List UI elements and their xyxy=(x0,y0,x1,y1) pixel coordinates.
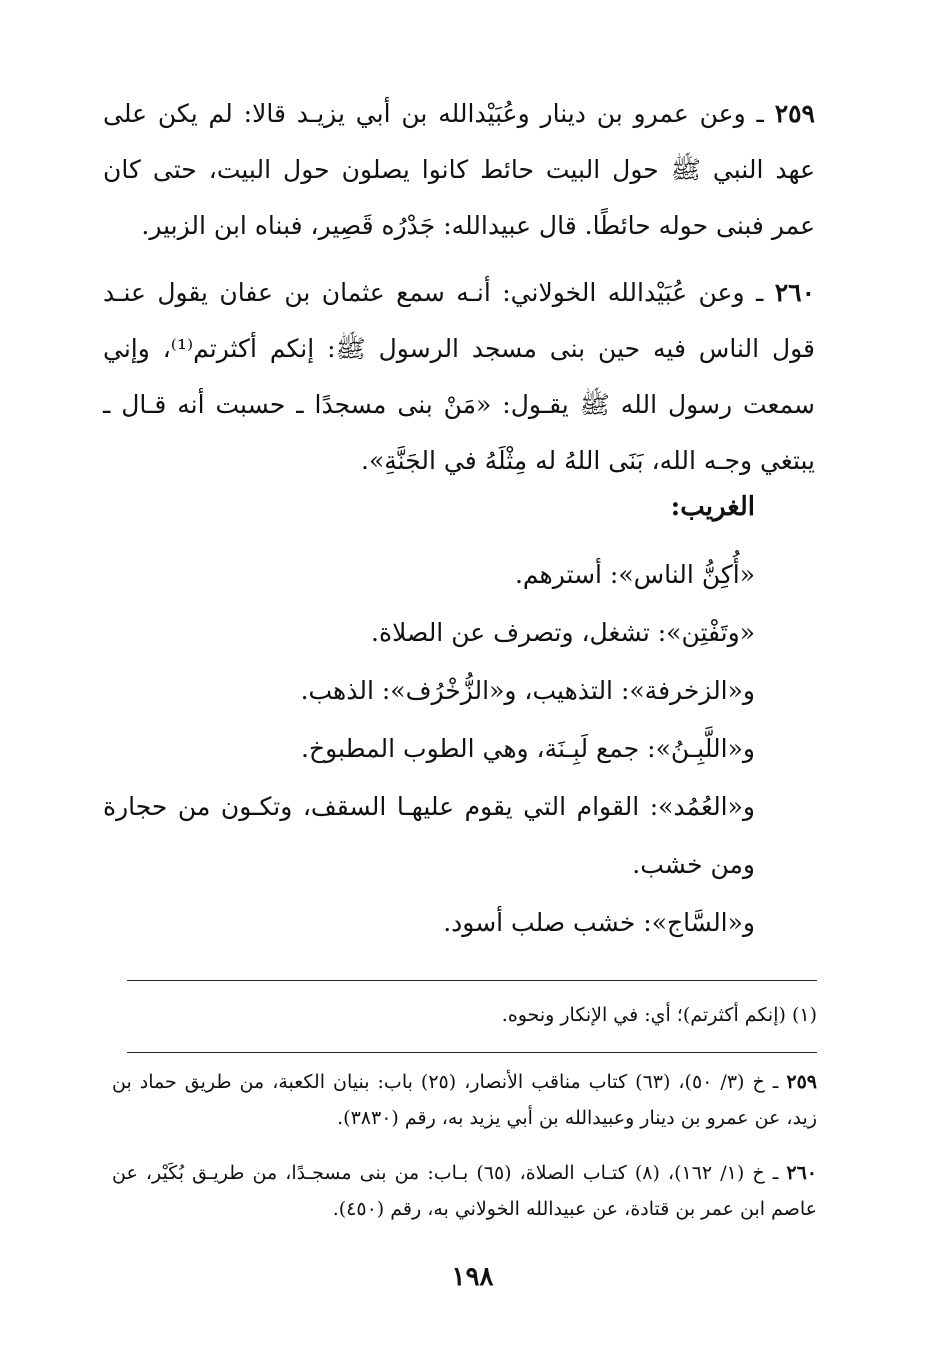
gharib-item: و«اللَّبِـنُ»: جمع لَبِـنَة، وهي الطوب المطبوخ. xyxy=(301,734,755,763)
hadith-number: ٢٦٠ xyxy=(774,278,816,307)
footnote-marker: (١) xyxy=(791,1004,817,1026)
gharib-item: «أُكِنُّ الناس»: أسترهم. xyxy=(514,560,755,589)
gharib-item: و«السَّاج»: خشب صلب أسود. xyxy=(443,908,755,937)
gharib-item: «وتَفْتِن»: تشغل، وتصرف عن الصلاة. xyxy=(371,618,755,647)
takhrij-number: ٢٥٩ xyxy=(786,1071,817,1093)
gharib-list xyxy=(103,546,755,952)
takhrij-text: ـ خ (١/ ١٦٢)، (٨) كتـاب الصلاة، (٦٥) بـاب: من بنى مسجـدًا، من طريـق بُكَيْر، عن عاصم ابن عمر بن قتادة، عن عبيدالله الخولاني به، رقم (٤٥٠). xyxy=(112,1162,817,1220)
hadith-text: ـ وعن عمرو بن دينار وعُبَيْدالله بن أبي يزيـد قالا: لم يكن على عهد النبي ﷺ حول البيت حائط كانوا يصلون حول البيت، حتى كان عمر فبنى حوله حائطًا. قال عبيدالله: جَدْرُه قَصِير، فبناه ابن الزبير. xyxy=(103,99,815,240)
hadith-text: ـ وعن عُبَيْدالله الخولاني: أنـه سمع عثمان بن عفان يقول عنـد قول الناس فيه حين بنى مسجد الرسول ﷺ: إنكم أكثرتم⁽¹⁾، وإني سمعت رسول الله ﷺ يقـول: «مَنْ بنى مسجدًا ـ حسبت أنه قـال ـ يبتغي وجـه الله، بَنَى اللهُ له مِثْلَهُ في الجَنَّةِ». xyxy=(103,278,815,475)
gharib-item: و«الزخرفة»: التذهيب، و«الزُّخْرُف»: الذهب. xyxy=(300,676,755,705)
takhrij-text: ـ خ (٣/ ٥٠)، (٦٣) كتاب مناقب الأنصار، (٢٥) باب: بنيان الكعبة، من طريق حماد بن زيد، عن عمرو بن دينار وعبيدالله بن أبي يزيد به، رقم (٣٨٣٠). xyxy=(112,1071,817,1129)
footnote-divider xyxy=(127,980,817,981)
gharib-heading: الغريب: xyxy=(670,492,755,522)
takhrij-number: ٢٦٠ xyxy=(786,1162,817,1184)
gharib-item-text: و«العُمُد»: القوام التي يقوم عليهـا السقف، وتكـون من حجارة ومن خشب. xyxy=(103,792,755,879)
page-number: ١٩٨ xyxy=(451,1262,494,1292)
footnote-text: (إنكم أكثرتم)؛ أي: في الإنكار ونحوه. xyxy=(501,1004,786,1026)
takhrij-divider xyxy=(127,1052,817,1053)
footnote xyxy=(127,998,817,1032)
gharib-item xyxy=(103,778,755,894)
hadith-260 xyxy=(103,265,815,489)
takhrij-259 xyxy=(112,1064,817,1136)
takhrij-260 xyxy=(112,1155,817,1227)
hadith-259 xyxy=(103,86,815,254)
hadith-number: ٢٥٩ xyxy=(774,99,815,128)
